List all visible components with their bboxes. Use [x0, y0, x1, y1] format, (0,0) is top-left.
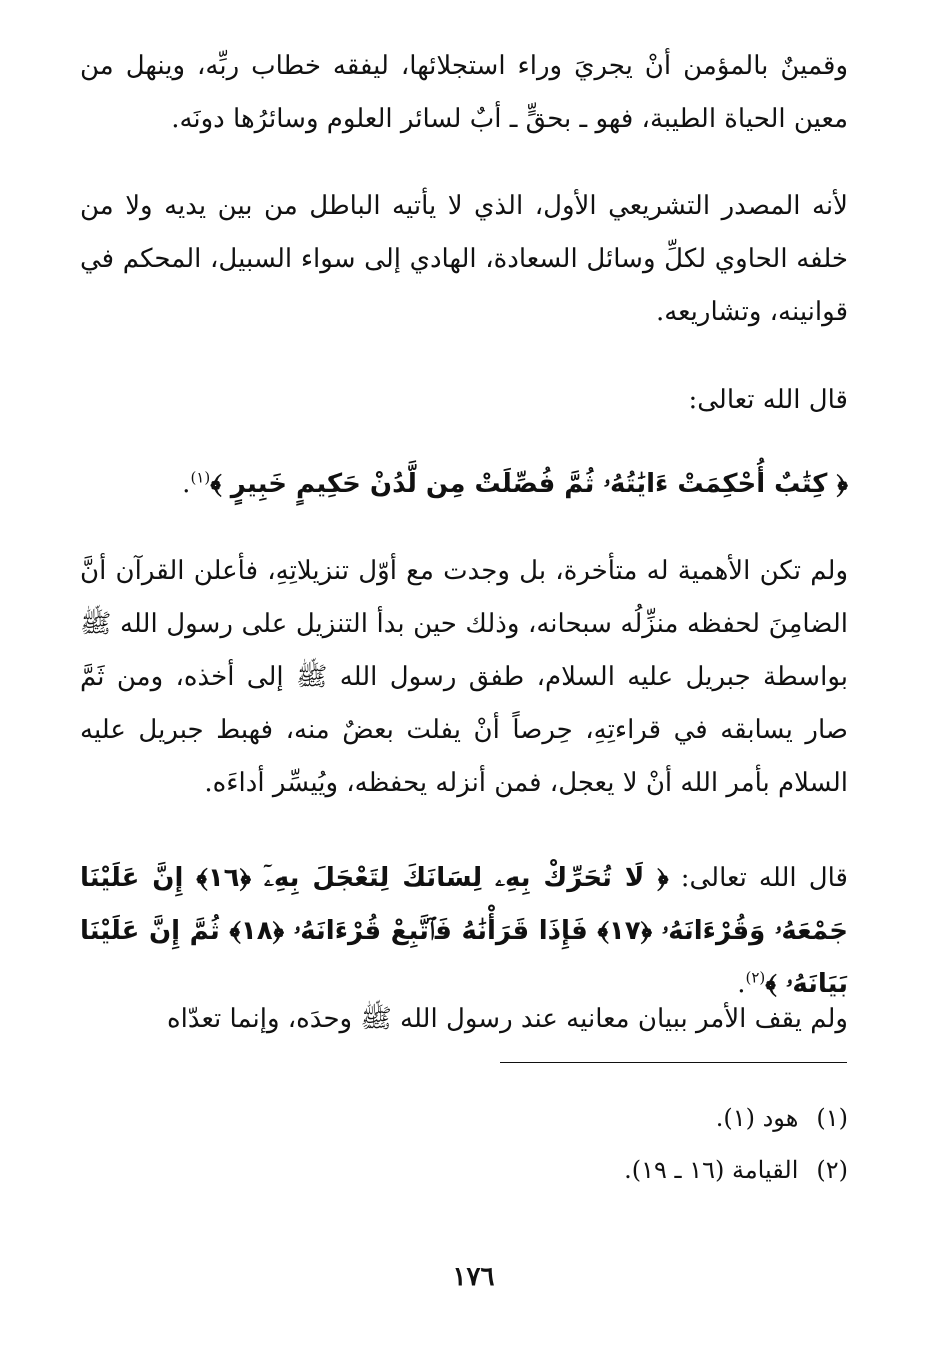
- footnote-item: [80, 1144, 848, 1196]
- footnote-text: القيامة (١٦ ـ ١٩).: [624, 1156, 799, 1184]
- footnote-number: (٢): [816, 1156, 848, 1184]
- paragraph-legislative-source: لأنه المصدر التشريعي الأول، الذي لا يأتيه الباطل من بين يديه ولا من خلفه الحاوي لكلِّ وسائل السعادة، الهادي إلى سواء السبيل، المحكم في قوانينه، وتشاريعه.: [80, 191, 848, 327]
- paragraph-quote-intro: قال الله تعالى:: [688, 385, 848, 415]
- verse-end-mark: .: [182, 469, 191, 499]
- footnote-ref-1: (١): [190, 468, 211, 487]
- footnote-item: [80, 1092, 848, 1144]
- paragraph-revelation: ولم تكن الأهمية له متأخرة، بل وجدت مع أوّل تنزيلاتِهِ، فأعلن القرآن أنَّ الضامِنَ لحفظه منزِّلُه سبحانه، وذلك حين بدأ التنزيل على رسول الله ﷺ بواسطة جبريل عليه السلام، طفق رسول الله ﷺ إلى أخذه، ومن ثَمَّ صار يسابقه في قراءتِهِ، حِرصاً أنْ يفلت بعضٌ منه، فهبط جبريل عليه السلام بأمر الله أنْ لا يعجل، فمن أنزله يحفظه، ويُيسِّر أداءَه.: [80, 556, 848, 798]
- footnote-ref-2: (٢): [745, 968, 766, 987]
- verse-end-mark: .: [737, 969, 746, 999]
- paragraph-continuation: ولم يقف الأمر ببيان معانيه عند رسول الله ﷺ وحدَه، وإنما تعدّاه: [167, 1004, 848, 1034]
- page-number: ١٧٦: [452, 1262, 495, 1292]
- footnote-text: هود (١).: [715, 1104, 799, 1132]
- verse-intro: قال الله تعالى:: [680, 863, 848, 893]
- paragraph-intro: وقمينٌ بالمؤمن أنْ يجريَ وراء استجلائها، ليفقه خطاب ربِّه، وينهل من معين الحياة الطيبة، فهو ـ بحقٍّ ـ أبٌ لسائر العلوم وسائرُها دونَه.: [80, 51, 848, 134]
- quran-verse-qiyamah: ﴿ لَا تُحَرِّكْ بِهِۦ لِسَانَكَ لِتَعْجَلَ بِهِۦٓ ﴿١٦﴾ إِنَّ عَلَيْنَا جَمْعَهُۥ وَقُرْءَانَهُۥ ﴿١٧﴾ فَإِذَا قَرَأْنَٰهُ فَٱتَّبِعْ قُرْءَانَهُۥ ﴿١٨﴾ ثُمَّ إِنَّ عَلَيْنَا بَيَانَهُۥ ﴾: [80, 863, 849, 999]
- paragraph-verse-hud: [80, 458, 848, 511]
- footnote-number: (١): [816, 1104, 848, 1132]
- footnotes: [80, 1092, 848, 1196]
- quran-verse-hud: ﴿ كِتَٰبٌ أُحْكِمَتْ ءَايَٰتُهُۥ ثُمَّ فُصِّلَتْ مِن لَّدُنْ حَكِيمٍ خَبِيرٍ ﴾: [210, 469, 848, 499]
- footnote-divider: [500, 1062, 847, 1063]
- paragraph-verse-qiyamah: [80, 852, 848, 1011]
